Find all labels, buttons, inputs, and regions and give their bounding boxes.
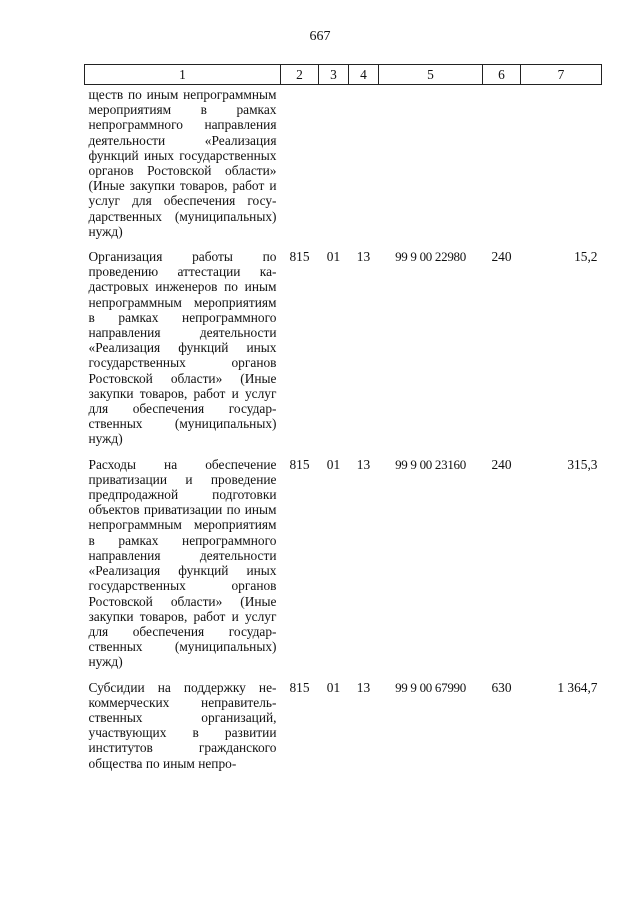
- budget-table: [84, 64, 602, 779]
- header-col-2: 2: [281, 65, 319, 85]
- row-expense-type: 630: [491, 679, 512, 695]
- row-ministry: 815: [289, 249, 310, 265]
- row-expense-type: 240: [491, 249, 512, 265]
- row-target-article: 99 9 00 23160: [395, 456, 466, 472]
- header-col-4: 4: [349, 65, 379, 85]
- row-ministry: 815: [289, 679, 310, 695]
- header-col-5: 5: [379, 65, 483, 85]
- row-section: 01: [326, 249, 341, 265]
- row-expense-type: 240: [491, 456, 512, 472]
- row-subsection: 13: [356, 249, 371, 265]
- row-amount: 1 364,7: [557, 679, 598, 695]
- row-subsection: [349, 85, 379, 248]
- table-row: [85, 85, 602, 248]
- header-col-7: 7: [521, 65, 602, 85]
- page-number: 667: [309, 29, 331, 44]
- row-target-article: 99 9 00 22980: [395, 249, 466, 265]
- table-header: [85, 65, 602, 85]
- row-amount: [521, 85, 602, 248]
- row-subsection: 13: [356, 456, 371, 472]
- header-col-6: 6: [483, 65, 521, 85]
- row-description: Расходы на обеспечение приватизации и проведение предпродажной подготовки объектов приватизации по иным непрограммным мероприятиям в рамках непрограммного направления деятельности «Реализация функций иных государственных органов Ростовской области» (Иные закупки товаров, работ и услуг для обеспечения государственных (муниципальных) нужд): [88, 456, 277, 670]
- header-col-1: 1: [85, 65, 281, 85]
- row-expense-type: [483, 85, 521, 248]
- row-amount: 15,2: [574, 249, 598, 265]
- table-row: [85, 455, 602, 678]
- row-description: ществ по иным непрограммным мероприятиям в рамках непрограммного направления деятельности «Реализация функций иных государственных органов Ростовской области» (Иные закупки товаров, работ и услуг для обеспечения государственных (муниципальных) нужд): [88, 87, 277, 239]
- row-section: 01: [326, 679, 341, 695]
- table-row: [85, 678, 602, 779]
- row-ministry: 815: [289, 456, 310, 472]
- row-amount: 315,3: [567, 456, 598, 472]
- row-description: Субсидии на поддержку некоммерческих неправительственных организаций, участвующих в развитии институтов гражданского общества по иным непро-: [88, 679, 277, 771]
- row-description: Организация работы по проведению аттестации кадастровых инженеров по иным непрограммным мероприятиям в рамках непрограммного направления деятельности «Реализация функций иных государственных органов Ростовской области» (Иные закупки товаров, работ и услуг для обеспечения государственных (муниципальных) нужд): [88, 249, 277, 447]
- row-section: [319, 85, 349, 248]
- header-row: [85, 65, 602, 85]
- table-body: [85, 85, 602, 779]
- row-section: 01: [326, 456, 341, 472]
- row-subsection: 13: [356, 679, 371, 695]
- header-col-3: 3: [319, 65, 349, 85]
- row-target-article: 99 9 00 67990: [395, 679, 466, 695]
- table-row: [85, 247, 602, 455]
- row-ministry: [281, 85, 319, 248]
- row-target-article: [379, 85, 483, 248]
